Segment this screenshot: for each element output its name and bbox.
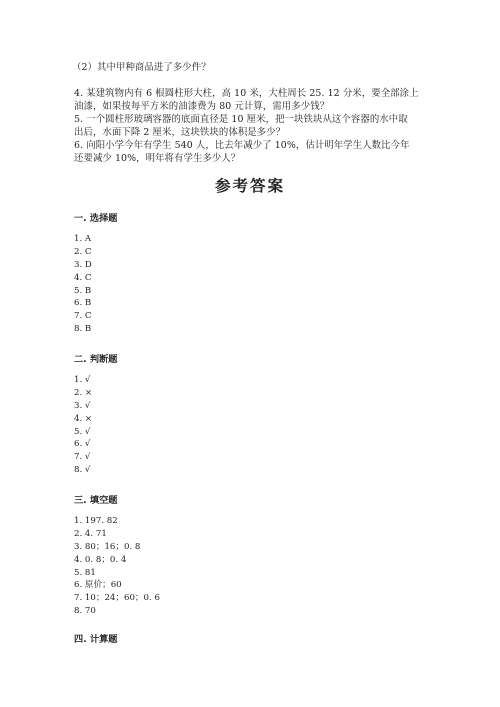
section-heading-fill: 三. 填空题 [74,495,118,506]
list-item: 7. √ [74,452,91,463]
list-item: 2. 4. 71 [74,528,107,539]
list-item: 3. D [74,259,92,270]
question-6-line-1: 6. 向阳小学今年有学生 540 人，比去年减少了 10%，估计明年学生人数比今年 [74,140,410,151]
list-item: 5. 81 [74,567,96,578]
list-item: 1. 197. 82 [74,516,118,526]
list-item: 1. A [74,234,92,244]
list-item: 4. 0. 8；0. 4 [74,554,127,565]
list-item: 4. × [74,413,93,424]
list-item: 8. B [74,324,92,335]
list-item: 8. √ [74,465,91,476]
list-item: 1. √ [74,375,91,385]
question-2-sub: （2）其中甲种商品进了多少件？ [72,62,211,73]
list-item: 5. √ [74,426,91,437]
list-item: 2. C [74,246,92,257]
question-4-line-1: 4. 某建筑物内有 6 根圆柱形大柱，高 10 米，大柱周长 25. 12 分米，要全部涂上 [74,88,419,99]
list-item: 6. 原价；60 [74,580,122,591]
list-item: 7. C [74,311,92,322]
judge-answer-list [74,374,92,477]
list-item: 5. B [74,285,92,296]
question-4-line-2: 油漆，如果按每平方米的油漆费为 80 元计算，需用多少钱？ [74,101,330,112]
list-item: 6. √ [74,439,91,450]
question-6-line-2: 还要减少 10%，明年将有学生多少人？ [74,153,241,164]
answer-title: 参考答案 [214,177,285,195]
list-item: 6. B [74,298,92,309]
list-item: 4. C [74,272,92,283]
list-item: 7. 10；24；60；0. 6 [74,593,160,604]
question-5-line-1: 5. 一个圆柱形玻璃容器的底面直径是 10 厘米，把一块铁块从这个容器的水中取 [74,114,408,125]
choice-answer-list [74,233,92,336]
fill-answer-list [74,515,160,618]
section-heading-calc: 四. 计算题 [74,634,118,645]
list-item: 2. × [74,387,93,398]
question-5-line-2: 出后，水面下降 2 厘米，这块铁块的体积是多少？ [74,127,286,138]
list-item: 3. 80；16；0. 8 [74,541,141,552]
list-item: 3. √ [74,400,91,411]
list-item: 8. 70 [74,606,96,617]
section-heading-choice: 一. 选择题 [74,213,118,224]
section-heading-judge: 二. 判断题 [74,354,118,365]
